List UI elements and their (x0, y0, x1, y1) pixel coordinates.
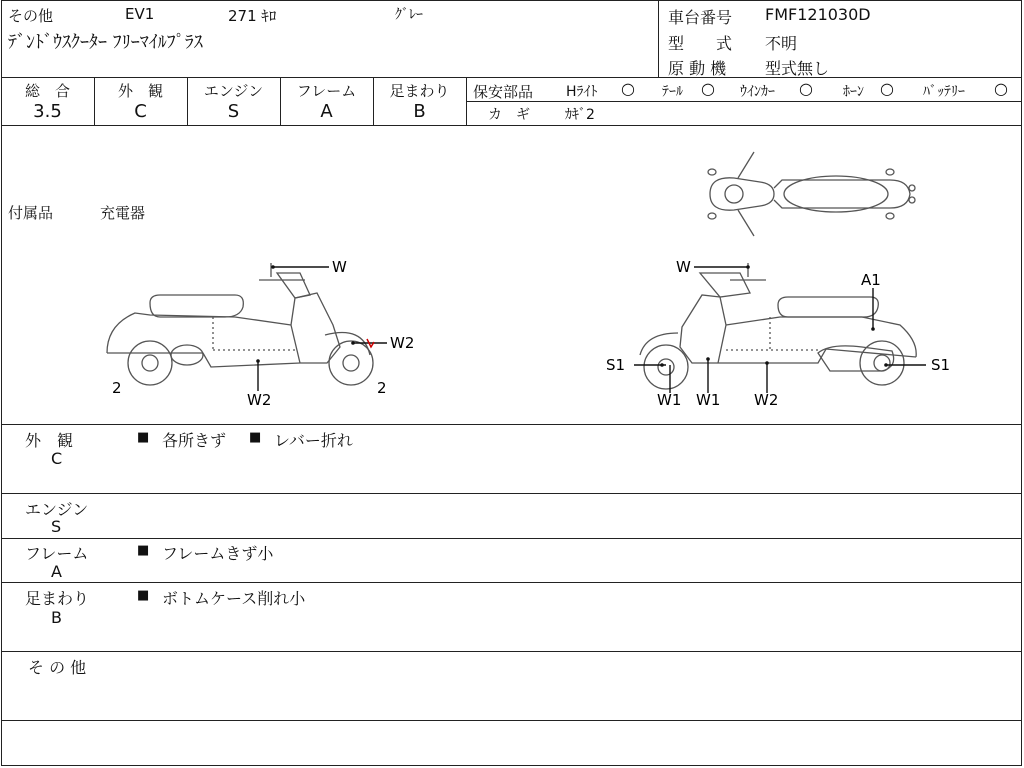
frame-label: フレーム (296, 82, 357, 100)
model-code: EV1 (125, 5, 155, 23)
diagram-label: W1 (696, 391, 721, 409)
battery-ok-mark: ○ (994, 79, 1008, 98)
safety-parts-label: 保安部品 (473, 83, 534, 101)
suspension-label: 足まわり (389, 82, 450, 100)
damage-point (765, 361, 769, 365)
category-text: その他 (8, 7, 54, 25)
headlight-ok-mark: ○ (621, 79, 635, 98)
section-engine-grade: S (51, 517, 62, 536)
bullet: ■ (249, 430, 262, 445)
suspension-value: B (413, 101, 426, 122)
battery-label: ﾊﾞｯﾃﾘｰ (923, 84, 965, 100)
diagram-label: W (332, 258, 347, 276)
safety-row-divider (466, 101, 1022, 102)
top-view-scooter-diagram (690, 148, 925, 243)
bullet: ■ (137, 430, 150, 445)
tail-ok-mark: ○ (701, 79, 715, 98)
damage-point (884, 363, 888, 367)
exterior-value: C (134, 101, 147, 122)
section-exterior-label: 外 観 (25, 431, 74, 450)
diagram-label: W2 (390, 334, 415, 352)
headlight-label: Hﾗｲﾄ (566, 84, 598, 100)
frame-no-label: 車台番号 (668, 8, 733, 27)
diagram-label: S1 (931, 356, 951, 374)
section-divider (1, 582, 1022, 583)
section-suspension-grade: B (51, 608, 62, 627)
left-side-scooter-diagram (95, 255, 425, 415)
section-frame-label: フレーム (25, 544, 89, 563)
diagram-bottom-line (1, 424, 1022, 425)
section-frame-grade: A (51, 562, 62, 581)
section-divider (1, 720, 1022, 721)
suspension-remark: ボトムケース削れ小 (162, 589, 306, 608)
section-engine-label: エンジン (25, 500, 89, 519)
engine-label: エンジン (203, 82, 264, 100)
winker-label: ｳｲﾝｶｰ (740, 84, 775, 100)
horn-label: ﾎｰﾝ (843, 84, 864, 100)
header-divider (658, 0, 659, 78)
header-bottom-line (1, 77, 1022, 78)
section-divider (1, 538, 1022, 539)
color: ｸﾞﾚｰ (395, 7, 423, 23)
damage-point (871, 327, 875, 331)
diagram-label: W2 (754, 391, 779, 409)
frame-value: A (320, 101, 333, 122)
diagram-label: 2 (112, 379, 122, 397)
accessories-value: 充電器 (100, 204, 146, 222)
damage-point (256, 359, 260, 363)
damage-point (660, 363, 664, 367)
grade-bottom-line (1, 125, 1022, 126)
damage-point (351, 341, 355, 345)
tail-label: ﾃｰﾙ (662, 84, 683, 100)
diagram-label: A1 (861, 271, 881, 289)
exterior-remark: レバー折れ (274, 431, 353, 450)
section-exterior-grade: C (51, 449, 63, 468)
exterior-label: 外 観 (117, 82, 163, 100)
diagram-label: 2 (377, 379, 387, 397)
section-divider (1, 493, 1022, 494)
diagram-label: W1 (657, 391, 682, 409)
horn-ok-mark: ○ (880, 79, 894, 98)
damage-point (706, 357, 710, 361)
section-suspension-label: 足まわり (25, 589, 90, 608)
frame-no-value: FMF121030D (765, 5, 871, 24)
diagram-label: W2 (247, 391, 272, 409)
engine-value: S (227, 101, 240, 122)
type-label: 型 式 (668, 34, 733, 53)
type-value: 不明 (765, 34, 798, 53)
engine-type-value: 型式無し (765, 59, 830, 78)
bullet: ■ (137, 588, 150, 603)
frame-remark: フレームきず小 (162, 544, 274, 563)
mileage: 271 ｷﾛ (228, 7, 277, 25)
overall-value: 3.5 (33, 101, 62, 122)
key-value: ｶｷﾞ2 (565, 107, 595, 123)
grade-divider (466, 78, 467, 126)
damage-point (271, 265, 275, 269)
bullet: ■ (137, 543, 150, 558)
engine-type-label: 原 動 機 (668, 59, 727, 78)
exterior-remark: 各所きず (162, 431, 227, 450)
damage-point (746, 265, 750, 269)
right-side-scooter-diagram (600, 255, 960, 415)
model-name: ﾃﾞﾝﾄﾞｳｽｸｰﾀｰ ﾌﾘｰﾏｲﾙﾌﾟﾗｽ (8, 32, 203, 53)
diagram-label: W (676, 258, 691, 276)
diagram-label: S1 (606, 356, 626, 374)
section-divider (1, 651, 1022, 652)
accessories-label: 付属品 (8, 204, 54, 222)
key-label: カ ギ (488, 107, 530, 123)
overall-label: 総 合 (24, 82, 70, 100)
section-other-label: そ の 他 (28, 658, 87, 677)
winker-ok-mark: ○ (799, 79, 813, 98)
